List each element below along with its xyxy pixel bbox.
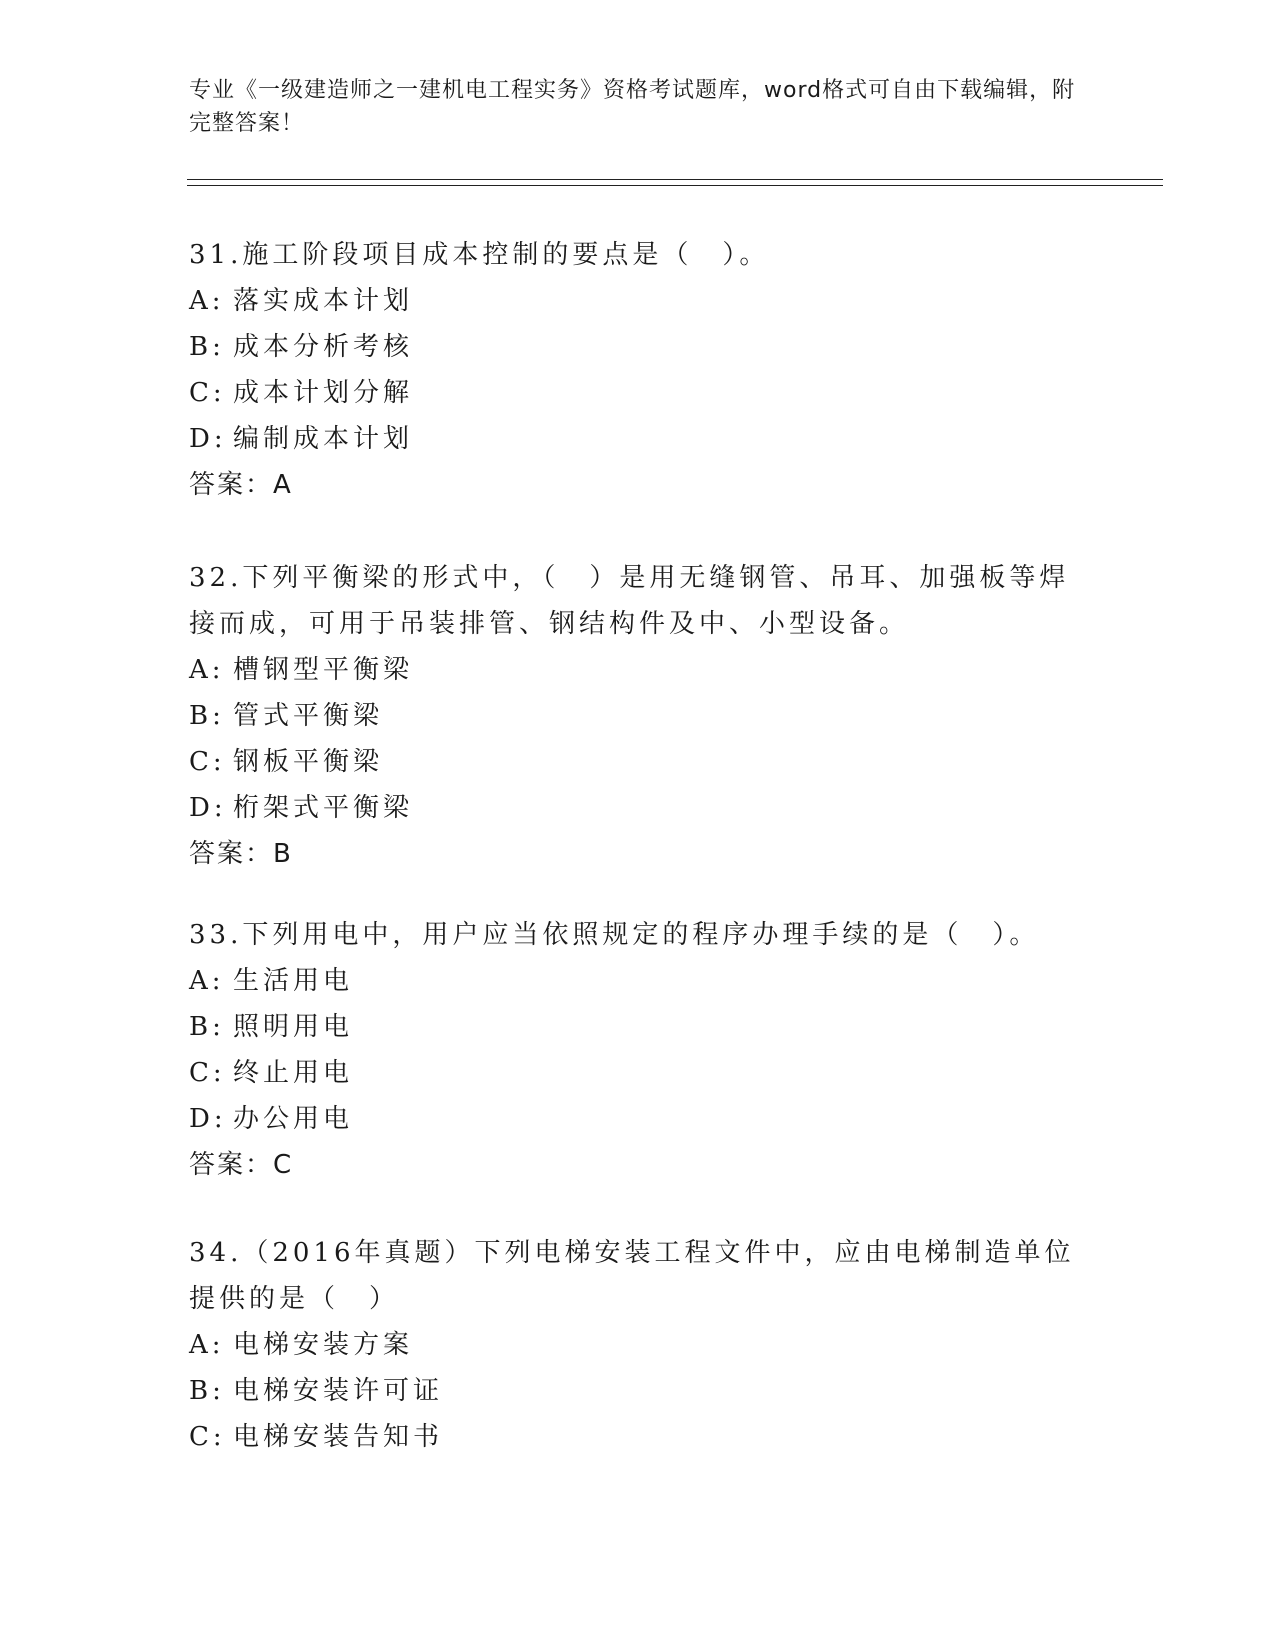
option-text: 办公用电 <box>233 1104 354 1134</box>
option-letter: A: <box>189 286 225 316</box>
option-letter: D: <box>189 1104 227 1134</box>
option-letter: A: <box>189 655 225 685</box>
option-text: 槽钢型平衡梁 <box>233 655 414 685</box>
option-letter: A: <box>189 1330 225 1360</box>
answer-line: 答案：A <box>189 470 293 500</box>
answer-line: 答案：C <box>189 1150 294 1180</box>
option-d <box>189 785 1089 831</box>
option-c <box>189 370 1089 416</box>
option-text: 编制成本计划 <box>233 424 414 454</box>
option-b <box>189 693 1089 739</box>
option-d <box>189 1096 1089 1142</box>
option-text: 电梯安装告知书 <box>233 1422 444 1452</box>
question-stem: 31.施工阶段项目成本控制的要点是（ ）。 <box>189 240 770 270</box>
option-b <box>189 324 1089 370</box>
option-a <box>189 958 1089 1004</box>
option-text: 电梯安装方案 <box>233 1330 414 1360</box>
option-text: 成本计划分解 <box>233 378 414 408</box>
option-a <box>189 1322 1089 1368</box>
question-31 <box>189 232 1089 508</box>
answer-line: 答案：B <box>189 839 293 869</box>
option-letter: C: <box>189 747 226 777</box>
option-d <box>189 416 1089 462</box>
question-stem: 32.下列平衡梁的形式中，（ ）是用无缝钢管、吊耳、加强板等焊接而成，可用于吊装排管、钢结构件及中、小型设备。 <box>189 563 1070 639</box>
option-letter: A: <box>189 966 225 996</box>
option-a <box>189 278 1089 324</box>
document-header: 专业《一级建造师之一建机电工程实务》资格考试题库，word格式可自由下载编辑，附完整答案！ <box>189 78 1076 136</box>
option-text: 成本分析考核 <box>233 332 414 362</box>
option-c <box>189 1414 1089 1460</box>
option-letter: D: <box>189 793 227 823</box>
option-text: 终止用电 <box>233 1058 354 1088</box>
option-text: 生活用电 <box>233 966 354 996</box>
option-letter: C: <box>189 1422 226 1452</box>
option-letter: C: <box>189 1058 226 1088</box>
option-text: 桁架式平衡梁 <box>233 793 414 823</box>
option-letter: D: <box>189 424 227 454</box>
option-b <box>189 1004 1089 1050</box>
option-a <box>189 647 1089 693</box>
option-text: 钢板平衡梁 <box>233 747 384 777</box>
option-text: 电梯安装许可证 <box>233 1376 444 1406</box>
question-33 <box>189 912 1089 1188</box>
option-text: 管式平衡梁 <box>233 701 384 731</box>
question-34 <box>189 1230 1089 1460</box>
header-divider-bottom <box>187 185 1163 186</box>
header-divider-top <box>187 179 1163 180</box>
option-text: 落实成本计划 <box>233 286 414 316</box>
option-letter: B: <box>189 701 225 731</box>
option-letter: B: <box>189 332 225 362</box>
option-b <box>189 1368 1089 1414</box>
question-stem: 33.下列用电中，用户应当依照规定的程序办理手续的是（ ）。 <box>189 920 1040 950</box>
option-c <box>189 1050 1089 1096</box>
option-letter: B: <box>189 1012 225 1042</box>
option-letter: B: <box>189 1376 225 1406</box>
question-32 <box>189 555 1089 877</box>
question-stem: 34.（2016年真题）下列电梯安装工程文件中，应由电梯制造单位提供的是（ ） <box>189 1238 1075 1314</box>
option-letter: C: <box>189 378 226 408</box>
option-text: 照明用电 <box>233 1012 354 1042</box>
option-c <box>189 739 1089 785</box>
